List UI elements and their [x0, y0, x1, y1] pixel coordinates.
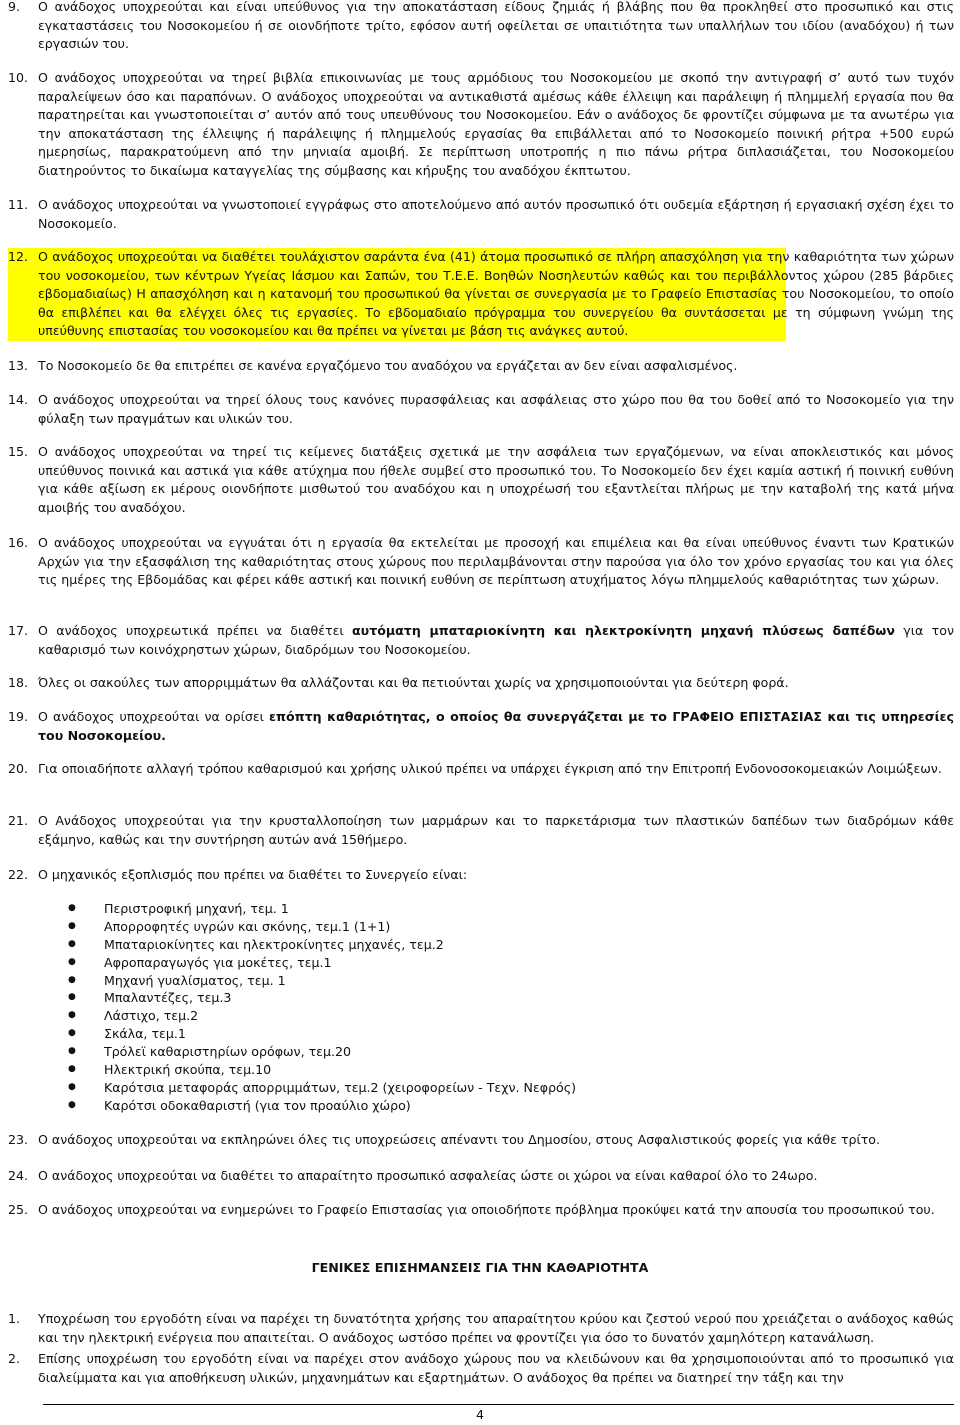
clause-text: Ο ανάδοχος υποχρεούται να γνωστοποιεί εγγράφως στο αποτελούμενο από αυτόν προσωπικό ότι ουδεμία εξάρτηση ή εργασιακή σχέση έχει το Νοσοκομείο.	[38, 197, 954, 231]
clause-11	[8, 196, 954, 233]
clause-text: Ο ανάδοχος υποχρεούται να τηρεί όλους τους κανόνες πυρασφάλειας και ασφάλειας στο χώρο που θα του δοθεί από το Νοσοκομείο για την φύλαξη των πραγμάτων και υλικών του.	[38, 392, 954, 426]
clause-text-bold: αυτόματη μπαταριοκίνητη και ηλεκτροκίνητη μηχανή πλύσεως δαπέδων	[352, 623, 895, 638]
list-item: ● Καρότσια μεταφοράς απορριμμάτων, τεμ.2 (χειροφορείων - Τεχν. Νεφρός)	[68, 1079, 668, 1097]
clause-14	[8, 391, 954, 428]
note-number: 2.	[8, 1351, 21, 1366]
clause-number: 25.	[8, 1202, 29, 1217]
clause-number: 16.	[8, 535, 29, 550]
list-item: ● Τρόλεϊ καθαριστηρίων ορόφων, τεμ.20	[68, 1043, 668, 1061]
clause-22	[8, 866, 954, 885]
list-item: ● Λάστιχο, τεμ.2	[68, 1007, 668, 1025]
clause-number: 10.	[8, 70, 29, 85]
clause-number: 18.	[8, 675, 29, 690]
clause-25	[8, 1201, 954, 1220]
clause-21	[8, 812, 954, 849]
clause-19	[8, 708, 954, 745]
clause-number: 15.	[8, 444, 29, 459]
clause-text: Ο Ανάδοχος υποχρεούται για την κρυσταλλοποίηση των μαρμάρων και το παρκετάρισμα των πλαστικών δαπέδων των διαδρόμων κάθε εξάμηνο, καθώς και την συντήρηση αυτών ανά 15θήμερο.	[38, 813, 954, 847]
equipment-list	[68, 900, 668, 1115]
clause-number: 13.	[8, 358, 29, 373]
clause-10	[8, 69, 954, 180]
list-item: ● Σκάλα, τεμ.1	[68, 1025, 668, 1043]
list-item: ● Ηλεκτρική σκούπα, τεμ.10	[68, 1061, 668, 1079]
clause-text: Ο ανάδοχος υποχρεούται να τηρεί βιβλία επικοινωνίας με τους αρμόδιους του Νοσοκομείου με σκοπό την αντιγραφή σ’ αυτό των τυχόν παραλείψεων όσο και παραπόνων. Ο ανάδοχος υποχρεούται να αντικαθιστά αμέσως κάθε έλλειψη και παράλειψη ή πλημμελή εργασία που θα παρατηρείται και γνωστοποιείται σ’ αυτόν από τους υπευθύνους του Νοσοκομείου. Εάν ο ανάδοχος δε φροντίζει σύμφωνα με τα ανωτέρω για την αποκατάσταση της έλλειψης ή παράλειψης ή πλημμελούς εργασίας θα επιβάλλεται από το Νοσοκομείο ποινική ρήτρα +500 ευρώ ημερησίως, παρακρατούμενη από την μηνιαία αμοιβή. Σε περίπτωση υποτροπής η πιο πάνω ρήτρα διπλασιάζεται, του Νοσοκομείου διατηρούντος το δικαίωμα καταγγελίας της σύμβασης και κήρυξης του αναδόχου έκπτωτου.	[38, 70, 954, 178]
clause-number: 23.	[8, 1132, 29, 1147]
list-item: ● Αφροπαραγωγός για μοκέτες, τεμ.1	[68, 954, 668, 972]
footer-divider	[43, 1404, 954, 1405]
clause-text	[38, 622, 954, 659]
clause-text: Το Νοσοκομείο δε θα επιτρέπει σε κανένα εργαζόμενο του αναδόχου να εργάζεται αν δεν είναι ασφαλισμένος.	[38, 358, 738, 373]
clause-text-post: για τον καθαρισμό των κοινόχρηστων χώρων, διαδρόμων του Νοσοκομείου.	[38, 623, 954, 657]
clause-text: Ο ανάδοχος υποχρεούται να ενημερώνει το Γραφείο Επιστασίας για οποιοδήποτε πρόβλημα προκύψει κατά την απουσία του προσωπικού του.	[38, 1202, 935, 1217]
clause-text	[38, 708, 954, 745]
clause-number: 19.	[8, 709, 29, 724]
list-item: ● Καρότσι οδοκαθαριστή (για τον προαύλιο χώρο)	[68, 1097, 668, 1115]
clause-number: 20.	[8, 761, 29, 776]
clause-number: 24.	[8, 1168, 29, 1183]
note-text: Υποχρέωση του εργοδότη είναι να παρέχει τη δυνατότητα χρήσης του απαραίτητου κρύου και ζεστού νερού που χρειάζεται ο ανάδοχος καθώς και την ηλεκτρική ενέργεια που απαιτείται. Ο ανάδοχος ωστόσο πρέπει να φροντίζει για όσο το δυνατόν χαμηλότερη κατανάλωση.	[38, 1311, 954, 1345]
clause-16	[8, 534, 954, 590]
clause-text: Ο ανάδοχος υποχρεούται και είναι υπεύθυνος για την αποκατάσταση είδους ζημιάς ή βλάβης που θα προκληθεί στο προσωπικό και στις εγκαταστάσεις του Νοσοκομείου ή σε οιονδήποτε τρίτο, εφόσον αυτή οφείλεται σε υπαιτιότητα των υπαλλήλων του ιδίου (αναδόχου) ή των εργασιών του.	[38, 0, 954, 51]
clause-number: 21.	[8, 813, 29, 828]
clause-18	[8, 674, 954, 693]
clause-number: 11.	[8, 197, 29, 212]
clause-text: Ο ανάδοχος υποχρεούται να τηρεί τις κείμενες διατάξεις σχετικά με την ασφάλεια των εργαζόμενων, να είναι αποκλειστικός και μόνος υπεύθυνος ποινικά και αστικά για κάθε ατύχημα που ήθελε συμβεί στο προσωπικό του. Το Νοσοκομείο δεν έχει καμία αστική ή ποινική ευθύνη για κάθε αξίωση εκ μέρους οιονδήποτε μισθωτού του αναδόχου και η υποχρέωσή του εξαντλείται πλήρως με την καταβολή της κατά μήνα αμοιβής του αναδόχου.	[38, 444, 954, 515]
clause-number: 14.	[8, 392, 29, 407]
clause-text-pre: Ο ανάδοχος υποχρεούται να ορίσει	[38, 709, 270, 724]
clause-20	[8, 760, 954, 779]
note-text: Επίσης υποχρέωση του εργοδότη είναι να παρέχει στον ανάδοχο χώρους που να κλειδώνουν και θα χρησιμοποιούνται από το προσωπικό για διαλείμματα και για αποθήκευση υλικών, μηχανημάτων και εξαρτημάτων. Ο ανάδοχος θα πρέπει να διατηρεί την τάξη και την	[38, 1351, 954, 1385]
general-note-1	[8, 1310, 954, 1347]
clause-number: 12.	[8, 249, 29, 264]
clause-text-pre: Ο ανάδοχος υποχρεωτικά πρέπει να διαθέτει	[38, 623, 353, 638]
clause-text: Ο ανάδοχος υποχρεούται να διαθέτει τουλάχιστον σαράντα ένα (41) άτομα προσωπικό σε πλήρη απασχόληση για την καθαριότητα των χώρων του νοσοκομείου, των κέντρων Υγείας Ιάσμου και Σαπών, του Τ.Ε.Ε. Βοηθών Νοσηλευτών καθώς και του περιβάλλοντος χώρου (285 βάρδιες εβδομαδιαίως) Η απασχόληση και η κατανομή του προσωπικού θα γίνεται σε συνεργασία με το Γραφείο Επιστασίας του Νοσοκομείου, το οποίο θα επιβλέπει και θα ελέγχει όλες τις εργασίες. Το εβδομαδιαίο πρόγραμμα του συνεργείου θα συντάσσεται με τη σύμφωνη γνώμη της υπεύθυνης επιστασίας του νοσοκομείου και θα πρέπει να γίνεται με βάση τις ανάγκες αυτού.	[38, 249, 954, 338]
page-number: 4	[475, 1407, 484, 1422]
general-note-2	[8, 1350, 954, 1387]
note-number: 1.	[8, 1311, 21, 1326]
clause-number: 9.	[8, 0, 21, 14]
clause-number: 17.	[8, 623, 29, 638]
clause-text: Για οποιαδήποτε αλλαγή τρόπου καθαρισμού και χρήσης υλικού πρέπει να υπάρχει έγκριση από την Επιτροπή Ενδονοσοκομειακών Λοιμώξεων.	[38, 761, 942, 776]
clause-text: Ο μηχανικός εξοπλισμός που πρέπει να διαθέτει το Συνεργείο είναι:	[38, 867, 468, 882]
clause-text: Ο ανάδοχος υποχρεούται να εγγυάται ότι η εργασία θα εκτελείται με προσοχή και επιμέλεια και θα είναι υπεύθυνος έναντι των Κρατικών Αρχών για την εξασφάλιση της καθαριότητας στους χώρους που περιλαμβάνονται στην παρούσα για όλο τον χρόνο εργασίας του και για όλες τις ημέρες της Εβδομάδας και φέρει κάθε αστική και ποινική ευθύνη σε περίπτωση ατυχήματος λόγω πλημμελούς καθαριότητας των χώρων.	[38, 535, 954, 587]
clause-text-bold: επόπτη καθαριότητας, ο οποίος θα συνεργάζεται με το ΓΡΑΦΕΙΟ ΕΠΙΣΤΑΣΙΑΣ και τις υπηρεσίες του Νοσοκομείου.	[38, 709, 954, 743]
clause-text: Ο ανάδοχος υποχρεούται να εκπληρώνει όλες τις υποχρεώσεις απέναντι του Δημοσίου, στους Ασφαλιστικούς φορείς για κάθε τρίτο.	[38, 1132, 881, 1147]
list-item: ● Απορροφητές υγρών και σκόνης, τεμ.1 (1+1)	[68, 918, 668, 936]
clause-13	[8, 357, 954, 376]
list-item: ● Μπαταριοκίνητες και ηλεκτροκίνητες μηχανές, τεμ.2	[68, 936, 668, 954]
clause-12-highlighted	[8, 248, 954, 341]
list-item: ● Μπαλαντέζες, τεμ.3	[68, 989, 668, 1007]
clause-number: 22.	[8, 867, 29, 882]
clause-17	[8, 622, 954, 659]
list-item: ● Περιστροφική μηχανή, τεμ. 1	[68, 900, 668, 918]
clause-9	[8, 0, 954, 54]
clause-23	[8, 1131, 954, 1150]
clause-text: Όλες οι σακούλες των απορριμμάτων θα αλλάζονται και θα πετιούνται χωρίς να χρησιμοποιούνται για δεύτερη φορά.	[38, 675, 789, 690]
clause-15	[8, 443, 954, 517]
section-heading: ΓΕΝΙΚΕΣ ΕΠΙΣΗΜΑΝΣΕΙΣ ΓΙΑ ΤΗΝ ΚΑΘΑΡΙΟΤΗΤΑ	[311, 1260, 649, 1275]
list-item: ● Μηχανή γυαλίσματος, τεμ. 1	[68, 972, 668, 990]
clause-24	[8, 1167, 954, 1186]
clause-text: Ο ανάδοχος υποχρεούται να διαθέτει το απαραίτητο προσωπικό ασφαλείας ώστε οι χώροι να είναι καθαροί όλο το 24ωρο.	[38, 1168, 818, 1183]
